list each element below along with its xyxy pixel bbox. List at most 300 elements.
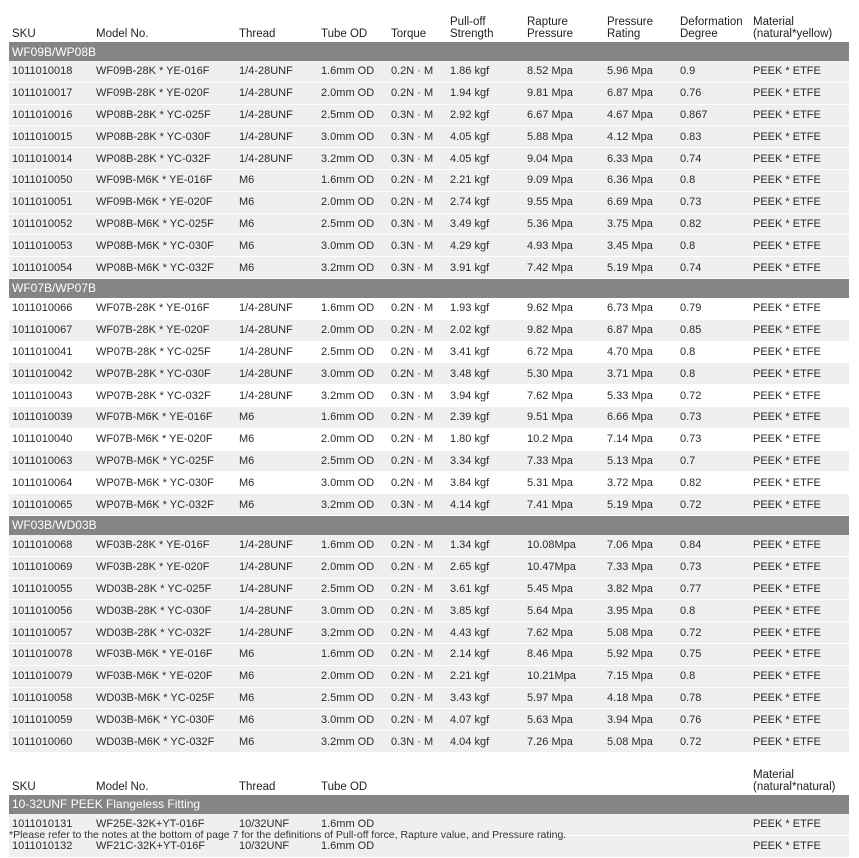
material-cell: PEEK * ETFE: [750, 126, 849, 148]
material-cell: PEEK * ETFE: [750, 191, 849, 213]
deformation-cell: 0.85: [677, 319, 750, 341]
pull-off-cell: 4.14 kgf: [447, 494, 524, 516]
rapture-cell: 4.93 Mpa: [524, 235, 604, 257]
model-cell: WD03B-28K * YC-032F: [93, 622, 236, 644]
rapture-cell: 8.46 Mpa: [524, 643, 604, 665]
table-row: [9, 600, 849, 622]
tube-od-cell: 1.6mm OD: [318, 814, 388, 835]
material-cell: PEEK * ETFE: [750, 643, 849, 665]
torque-cell: 0.3N · M: [388, 731, 447, 753]
model-cell: WF07B-28K * YE-020F: [93, 319, 236, 341]
sku-cell: 1011010040: [9, 428, 93, 450]
table-row: [9, 535, 849, 556]
torque-cell: 0.2N · M: [388, 535, 447, 556]
material-cell: PEEK * ETFE: [750, 835, 849, 857]
deformation-cell: 0.73: [677, 428, 750, 450]
table-row: [9, 665, 849, 687]
material-cell: PEEK * ETFE: [750, 61, 849, 82]
table-row: [9, 169, 849, 191]
header-deform-line2: Degree: [680, 28, 718, 40]
rapture-cell: 5.97 Mpa: [524, 687, 604, 709]
model-cell: WP07B-28K * YC-025F: [93, 341, 236, 363]
table-row: [9, 709, 849, 731]
rapture-cell: 7.41 Mpa: [524, 494, 604, 516]
pull-off-cell: 4.29 kgf: [447, 235, 524, 257]
deformation-cell: 0.84: [677, 535, 750, 556]
pressure-rating-cell: 7.06 Mpa: [604, 535, 677, 556]
thread-cell: 1/4-28UNF: [236, 622, 318, 644]
material-cell: PEEK * ETFE: [750, 578, 849, 600]
sku-cell: 1011010052: [9, 213, 93, 235]
rapture-cell: 5.64 Mpa: [524, 600, 604, 622]
rapture-cell: 7.26 Mpa: [524, 731, 604, 753]
table-row: [9, 104, 849, 126]
sku-cell: 1011010065: [9, 494, 93, 516]
pressure-rating-cell: 3.82 Mpa: [604, 578, 677, 600]
model-cell: WF09B-28K * YE-020F: [93, 82, 236, 104]
torque-cell: 0.2N · M: [388, 665, 447, 687]
tube-od-cell: 3.0mm OD: [318, 235, 388, 257]
table-row: [9, 319, 849, 341]
table-row: [9, 235, 849, 257]
header-rapture: [524, 8, 604, 42]
pull-off-cell: 3.61 kgf: [447, 578, 524, 600]
pressure-rating-cell: 6.36 Mpa: [604, 169, 677, 191]
sku-cell: 1011010078: [9, 643, 93, 665]
model-cell: WP08B-M6K * YC-025F: [93, 213, 236, 235]
rapture-cell: 9.55 Mpa: [524, 191, 604, 213]
rapture-cell: 10.47Mpa: [524, 556, 604, 578]
table-row: [9, 298, 849, 319]
header-torque: Torque: [391, 28, 427, 40]
pull-off-cell: 2.02 kgf: [447, 319, 524, 341]
header-pull-off-line1: Pull-off: [450, 16, 486, 28]
tube-od-cell: 3.0mm OD: [318, 472, 388, 494]
deformation-cell: 0.73: [677, 406, 750, 428]
model-cell: WP07B-M6K * YC-025F: [93, 450, 236, 472]
torque-cell: 0.2N · M: [388, 687, 447, 709]
deformation-cell: 0.8: [677, 600, 750, 622]
deformation-cell: 0.8: [677, 169, 750, 191]
group-title: 10-32UNF PEEK Flangeless Fitting: [9, 795, 849, 814]
rapture-cell: 8.52 Mpa: [524, 61, 604, 82]
model-cell: WF07B-M6K * YE-016F: [93, 406, 236, 428]
pull-off-cell: 2.14 kgf: [447, 643, 524, 665]
torque-cell: 0.3N · M: [388, 148, 447, 170]
model-cell: WF09B-28K * YE-016F: [93, 61, 236, 82]
pressure-rating-cell: 5.08 Mpa: [604, 622, 677, 644]
table-row: [9, 731, 849, 753]
tube-od-cell: 1.6mm OD: [318, 643, 388, 665]
tube-od-cell: 3.0mm OD: [318, 363, 388, 385]
torque-cell: 0.2N · M: [388, 406, 447, 428]
thread-cell: 1/4-28UNF: [236, 148, 318, 170]
model-cell: WP08B-28K * YC-032F: [93, 148, 236, 170]
material-cell: PEEK * ETFE: [750, 104, 849, 126]
tube-od-cell: 2.0mm OD: [318, 319, 388, 341]
model-cell: WF25E-32K+YT-016F: [93, 814, 236, 835]
thread-cell: M6: [236, 665, 318, 687]
sku-cell: 1011010066: [9, 298, 93, 319]
sku-cell: 1011010042: [9, 363, 93, 385]
sku-cell: 1011010016: [9, 104, 93, 126]
pull-off-cell: 4.04 kgf: [447, 731, 524, 753]
material-cell: PEEK * ETFE: [750, 319, 849, 341]
group-header-row: [9, 278, 849, 298]
header2-material-line1: Material: [753, 768, 794, 781]
deformation-cell: 0.73: [677, 191, 750, 213]
thread-cell: M6: [236, 257, 318, 279]
table-row: [9, 428, 849, 450]
material-cell: PEEK * ETFE: [750, 213, 849, 235]
torque-cell: 0.2N · M: [388, 428, 447, 450]
material-cell: PEEK * ETFE: [750, 148, 849, 170]
rapture-cell: 7.62 Mpa: [524, 385, 604, 407]
pull-off-cell: 2.65 kgf: [447, 556, 524, 578]
pressure-rating-cell: 3.94 Mpa: [604, 709, 677, 731]
model-cell: WF03B-28K * YE-020F: [93, 556, 236, 578]
sku-cell: 1011010059: [9, 709, 93, 731]
sku-cell: 1011010054: [9, 257, 93, 279]
thread-cell: M6: [236, 731, 318, 753]
pull-off-cell: 3.43 kgf: [447, 687, 524, 709]
deformation-cell: 0.8: [677, 341, 750, 363]
rapture-cell: 7.33 Mpa: [524, 450, 604, 472]
header-tube-od: Tube OD: [321, 28, 368, 40]
pull-off-cell: 1.86 kgf: [447, 61, 524, 82]
footnote: *Please refer to the notes at the bottom of page 7 for the definitions of Pull-off force, Rapture value, and Pressure rating.: [9, 829, 567, 841]
torque-cell: 0.2N · M: [388, 622, 447, 644]
sku-cell: 1011010131: [9, 814, 93, 835]
deformation-cell: 0.72: [677, 494, 750, 516]
pressure-rating-cell: 3.72 Mpa: [604, 472, 677, 494]
pressure-rating-cell: 7.33 Mpa: [604, 556, 677, 578]
header-rapture-line2: Pressure: [527, 28, 574, 40]
header-thread: Thread: [239, 28, 276, 40]
material-cell: PEEK * ETFE: [750, 450, 849, 472]
sku-cell: 1011010053: [9, 235, 93, 257]
deformation-cell: 0.72: [677, 385, 750, 407]
pressure-rating-cell: 3.71 Mpa: [604, 363, 677, 385]
model-cell: WD03B-28K * YC-025F: [93, 578, 236, 600]
header2-thread: Thread: [239, 780, 276, 793]
sku-cell: 1011010064: [9, 472, 93, 494]
header2-tube-od: Tube OD: [321, 780, 368, 793]
thread-cell: 1/4-28UNF: [236, 298, 318, 319]
pull-off-cell: 3.48 kgf: [447, 363, 524, 385]
material-cell: PEEK * ETFE: [750, 235, 849, 257]
pull-off-cell: 2.21 kgf: [447, 665, 524, 687]
header-pressure-rating: [604, 8, 677, 42]
thread-cell: M6: [236, 687, 318, 709]
table-row: [9, 191, 849, 213]
header-deform-line1: Deformation: [680, 16, 743, 28]
pressure-rating-cell: 5.19 Mpa: [604, 494, 677, 516]
rapture-cell: 10.21Mpa: [524, 665, 604, 687]
tube-od-cell: 3.2mm OD: [318, 148, 388, 170]
thread-cell: 1/4-28UNF: [236, 600, 318, 622]
torque-cell: 0.2N · M: [388, 450, 447, 472]
material-cell: PEEK * ETFE: [750, 341, 849, 363]
pressure-rating-cell: 6.66 Mpa: [604, 406, 677, 428]
tube-od-cell: 2.0mm OD: [318, 191, 388, 213]
thread-cell: 1/4-28UNF: [236, 363, 318, 385]
torque-cell: 0.2N · M: [388, 556, 447, 578]
table-row: [9, 213, 849, 235]
tube-od-cell: 1.6mm OD: [318, 298, 388, 319]
pull-off-cell: 3.34 kgf: [447, 450, 524, 472]
torque-cell: 0.2N · M: [388, 191, 447, 213]
pressure-rating-cell: 6.87 Mpa: [604, 82, 677, 104]
pressure-rating-cell: 4.12 Mpa: [604, 126, 677, 148]
thread-cell: 10/32UNF: [236, 814, 318, 835]
sku-cell: 1011010018: [9, 61, 93, 82]
table-row: [9, 687, 849, 709]
rapture-cell: 5.30 Mpa: [524, 363, 604, 385]
material-cell: PEEK * ETFE: [750, 298, 849, 319]
torque-cell: 0.2N · M: [388, 82, 447, 104]
deformation-cell: 0.76: [677, 709, 750, 731]
material-cell: PEEK * ETFE: [750, 82, 849, 104]
torque-cell: 0.3N · M: [388, 126, 447, 148]
header2-sku: SKU: [12, 780, 36, 793]
pressure-rating-cell: 5.33 Mpa: [604, 385, 677, 407]
pressure-rating-cell: 3.75 Mpa: [604, 213, 677, 235]
fittings-spec-table: [9, 8, 849, 858]
sku-cell: 1011010067: [9, 319, 93, 341]
torque-cell: 0.2N · M: [388, 643, 447, 665]
rapture-cell: 9.51 Mpa: [524, 406, 604, 428]
pull-off-cell: 4.05 kgf: [447, 126, 524, 148]
torque-cell: 0.3N · M: [388, 494, 447, 516]
tube-od-cell: 3.2mm OD: [318, 385, 388, 407]
sku-cell: 1011010055: [9, 578, 93, 600]
deformation-cell: 0.7: [677, 450, 750, 472]
thread-cell: 10/32UNF: [236, 835, 318, 857]
material-cell: PEEK * ETFE: [750, 600, 849, 622]
tube-od-cell: 3.2mm OD: [318, 257, 388, 279]
pull-off-cell: 3.94 kgf: [447, 385, 524, 407]
header2-model: Model No.: [96, 780, 149, 793]
header-model: Model No.: [96, 28, 149, 40]
rapture-cell: 9.81 Mpa: [524, 82, 604, 104]
group-title: WF07B/WP07B: [9, 278, 849, 298]
tube-od-cell: 2.5mm OD: [318, 341, 388, 363]
torque-cell: 0.3N · M: [388, 213, 447, 235]
model-cell: WP08B-28K * YC-025F: [93, 104, 236, 126]
tube-od-cell: 2.5mm OD: [318, 213, 388, 235]
pressure-rating-cell: 6.87 Mpa: [604, 319, 677, 341]
deformation-cell: 0.74: [677, 257, 750, 279]
model-cell: WP08B-28K * YC-030F: [93, 126, 236, 148]
rapture-cell: 5.88 Mpa: [524, 126, 604, 148]
material-cell: PEEK * ETFE: [750, 709, 849, 731]
header-pull-off-line2: Strength: [450, 28, 494, 40]
thread-cell: M6: [236, 494, 318, 516]
pull-off-cell: 4.07 kgf: [447, 709, 524, 731]
model-cell: WF07B-28K * YE-016F: [93, 298, 236, 319]
table-body: [9, 42, 849, 752]
tube-od-cell: 2.0mm OD: [318, 665, 388, 687]
tube-od-cell: 1.6mm OD: [318, 535, 388, 556]
pull-off-cell: 2.74 kgf: [447, 191, 524, 213]
pressure-rating-cell: 5.08 Mpa: [604, 731, 677, 753]
header-material-line1: Material: [753, 16, 794, 28]
group-header-row: [9, 515, 849, 535]
pressure-rating-cell: 3.45 Mpa: [604, 235, 677, 257]
torque-cell: 0.2N · M: [388, 169, 447, 191]
tube-od-cell: 3.2mm OD: [318, 731, 388, 753]
header-pressure-line1: Pressure: [607, 16, 654, 28]
pull-off-cell: 1.34 kgf: [447, 535, 524, 556]
torque-cell: 0.2N · M: [388, 341, 447, 363]
header-deformation: [677, 8, 750, 42]
sku-cell: 1011010043: [9, 385, 93, 407]
model-cell: WP07B-28K * YC-032F: [93, 385, 236, 407]
thread-cell: M6: [236, 213, 318, 235]
torque-cell: 0.3N · M: [388, 104, 447, 126]
tube-od-cell: 3.0mm OD: [318, 126, 388, 148]
material-cell: PEEK * ETFE: [750, 428, 849, 450]
pressure-rating-cell: 6.69 Mpa: [604, 191, 677, 213]
deformation-cell: 0.8: [677, 665, 750, 687]
sku-cell: 1011010069: [9, 556, 93, 578]
sku-cell: 1011010056: [9, 600, 93, 622]
deformation-cell: 0.82: [677, 213, 750, 235]
thread-cell: 1/4-28UNF: [236, 104, 318, 126]
thread-cell: 1/4-28UNF: [236, 385, 318, 407]
sku-cell: 1011010015: [9, 126, 93, 148]
deformation-cell: 0.79: [677, 298, 750, 319]
rapture-cell: 5.63 Mpa: [524, 709, 604, 731]
table-row: [9, 494, 849, 516]
table-row: [9, 363, 849, 385]
model-cell: WP08B-M6K * YC-030F: [93, 235, 236, 257]
table-row: [9, 61, 849, 82]
pull-off-cell: 4.43 kgf: [447, 622, 524, 644]
table-row: [9, 450, 849, 472]
thread-cell: M6: [236, 428, 318, 450]
material-cell: PEEK * ETFE: [750, 472, 849, 494]
model-cell: WF21C-32K+YT-016F: [93, 835, 236, 857]
tube-od-cell: 2.5mm OD: [318, 578, 388, 600]
tube-od-cell: 2.0mm OD: [318, 428, 388, 450]
material-cell: PEEK * ETFE: [750, 731, 849, 753]
table-row: [9, 341, 849, 363]
pull-off-cell: 3.84 kgf: [447, 472, 524, 494]
material-cell: PEEK * ETFE: [750, 687, 849, 709]
thread-cell: M6: [236, 191, 318, 213]
group-title: WF09B/WP08B: [9, 42, 849, 61]
deformation-cell: 0.9: [677, 61, 750, 82]
thread-cell: M6: [236, 235, 318, 257]
deformation-cell: 0.76: [677, 82, 750, 104]
table-row: [9, 472, 849, 494]
material-cell: PEEK * ETFE: [750, 494, 849, 516]
deformation-cell: 0.82: [677, 472, 750, 494]
pull-off-cell: 1.80 kgf: [447, 428, 524, 450]
pull-off-cell: 3.91 kgf: [447, 257, 524, 279]
thread-cell: 1/4-28UNF: [236, 535, 318, 556]
table-row: [9, 406, 849, 428]
sku-cell: 1011010017: [9, 82, 93, 104]
torque-cell: 0.3N · M: [388, 385, 447, 407]
pull-off-cell: 1.94 kgf: [447, 82, 524, 104]
thread-cell: M6: [236, 709, 318, 731]
rapture-cell: 5.45 Mpa: [524, 578, 604, 600]
model-cell: WD03B-M6K * YC-032F: [93, 731, 236, 753]
pressure-rating-cell: 5.13 Mpa: [604, 450, 677, 472]
pressure-rating-cell: 7.15 Mpa: [604, 665, 677, 687]
pull-off-cell: 4.05 kgf: [447, 148, 524, 170]
rapture-cell: 5.31 Mpa: [524, 472, 604, 494]
model-cell: WF09B-M6K * YE-016F: [93, 169, 236, 191]
pressure-rating-cell: 4.70 Mpa: [604, 341, 677, 363]
torque-cell: 0.2N · M: [388, 61, 447, 82]
tube-od-cell: 1.6mm OD: [318, 406, 388, 428]
deformation-cell: 0.83: [677, 126, 750, 148]
table-row: [9, 385, 849, 407]
table-row: [9, 622, 849, 644]
sku-cell: 1011010057: [9, 622, 93, 644]
thread-cell: M6: [236, 472, 318, 494]
material-cell: PEEK * ETFE: [750, 169, 849, 191]
table-row: [9, 257, 849, 279]
thread-cell: M6: [236, 643, 318, 665]
header-rapture-line1: Rapture: [527, 16, 568, 28]
pull-off-cell: 3.85 kgf: [447, 600, 524, 622]
pull-off-cell: 2.92 kgf: [447, 104, 524, 126]
table-row: [9, 82, 849, 104]
model-cell: WD03B-M6K * YC-025F: [93, 687, 236, 709]
pressure-rating-cell: 4.18 Mpa: [604, 687, 677, 709]
material-cell: PEEK * ETFE: [750, 665, 849, 687]
second-table-header: [9, 752, 849, 795]
thread-cell: 1/4-28UNF: [236, 578, 318, 600]
tube-od-cell: 2.5mm OD: [318, 450, 388, 472]
table-header: [9, 8, 849, 42]
header-sku: SKU: [12, 28, 36, 40]
sku-cell: 1011010041: [9, 341, 93, 363]
thread-cell: 1/4-28UNF: [236, 556, 318, 578]
sku-cell: 1011010039: [9, 406, 93, 428]
thread-cell: M6: [236, 406, 318, 428]
sku-cell: 1011010132: [9, 835, 93, 857]
pressure-rating-cell: 6.73 Mpa: [604, 298, 677, 319]
torque-cell: 0.2N · M: [388, 578, 447, 600]
pressure-rating-cell: 5.92 Mpa: [604, 643, 677, 665]
deformation-cell: 0.8: [677, 235, 750, 257]
torque-cell: 0.2N · M: [388, 298, 447, 319]
model-cell: WF07B-M6K * YE-020F: [93, 428, 236, 450]
table-row: [9, 556, 849, 578]
sku-cell: 1011010060: [9, 731, 93, 753]
sku-cell: 1011010058: [9, 687, 93, 709]
deformation-cell: 0.72: [677, 731, 750, 753]
pull-off-cell: 1.93 kgf: [447, 298, 524, 319]
rapture-cell: 9.04 Mpa: [524, 148, 604, 170]
torque-cell: 0.3N · M: [388, 257, 447, 279]
sku-cell: 1011010068: [9, 535, 93, 556]
model-cell: WD03B-28K * YC-030F: [93, 600, 236, 622]
torque-cell: 0.2N · M: [388, 600, 447, 622]
rapture-cell: 7.62 Mpa: [524, 622, 604, 644]
second-table-body: [9, 795, 849, 857]
pressure-rating-cell: 5.96 Mpa: [604, 61, 677, 82]
sku-cell: 1011010014: [9, 148, 93, 170]
rapture-cell: 6.72 Mpa: [524, 341, 604, 363]
group-header-row: [9, 42, 849, 61]
